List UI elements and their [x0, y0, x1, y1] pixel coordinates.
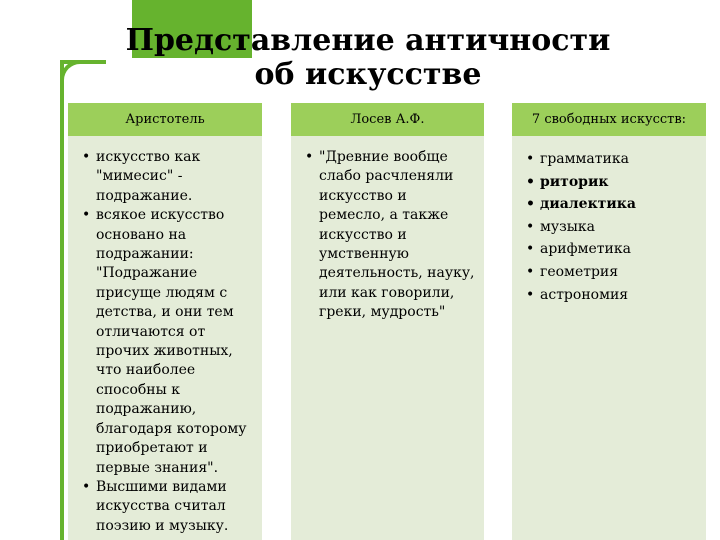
list-item: • музыка	[526, 216, 698, 239]
column-liberal-arts	[512, 103, 706, 540]
list-item: • Высшими видами искусства считал поэзию и музыку.	[82, 478, 254, 536]
list-item: • грамматика	[526, 148, 698, 171]
column-losev	[291, 103, 484, 540]
list-item: • арифметика	[526, 238, 698, 261]
column-header: Аристотель	[68, 103, 262, 136]
column-aristotle	[68, 103, 262, 540]
page-title: Представление античности об искусстве	[125, 23, 611, 92]
column-header: Лосев А.Ф.	[291, 103, 484, 136]
column-body	[68, 136, 262, 540]
list-item: • диалектика	[526, 193, 698, 216]
list-item: • риторик	[526, 171, 698, 194]
list-item: • всякое искусство основано на подражании: "Подражание присуще людям с детства, и они тем отличаются от прочих животных, что наиболее способны к подражанию, благодаря которому приобретают и первые знания".	[82, 206, 254, 478]
column-body	[291, 136, 484, 540]
list-item: • искусство как "мимесис" - подражание.	[82, 148, 254, 206]
column-header: 7 свободных искусств:	[512, 103, 706, 136]
list-item: • "Древние вообще слабо расчленяли искусство и ремесло, а также искусство и умственную деятельность, науку, или как говорили, греки, мудрость"	[305, 148, 476, 323]
column-body	[512, 136, 706, 540]
frame-line-left	[60, 60, 64, 540]
list-item: • геометрия	[526, 261, 698, 284]
list-item: • астрономия	[526, 284, 698, 307]
